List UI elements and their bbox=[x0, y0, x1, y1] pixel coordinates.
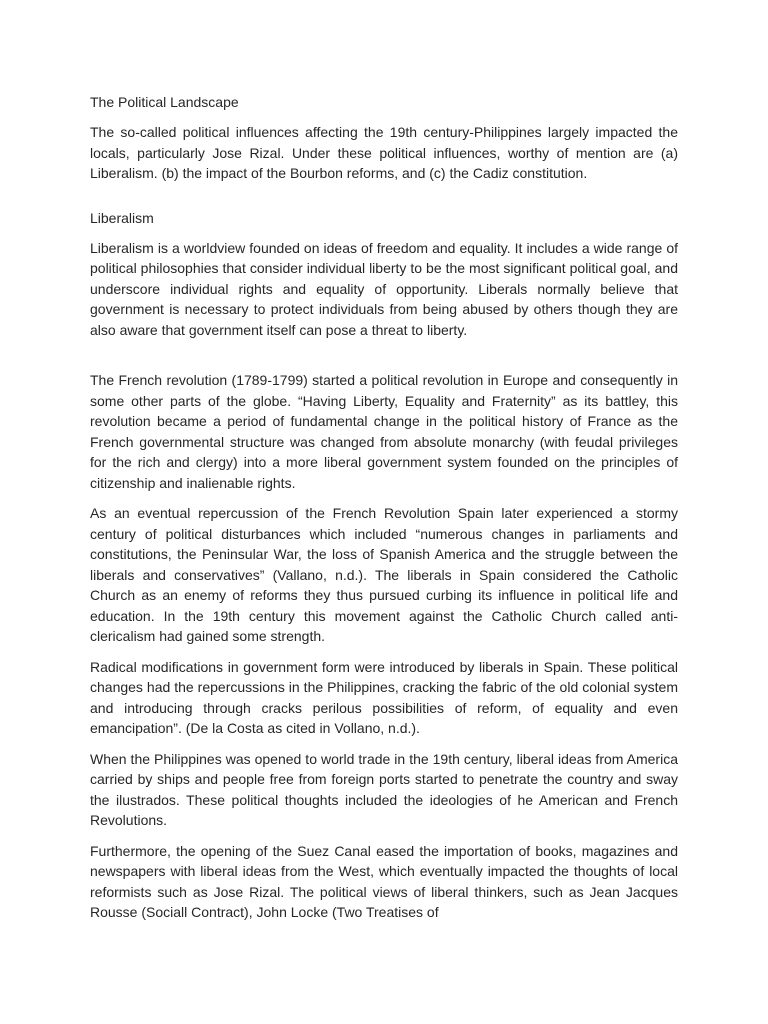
paragraph-world-trade: When the Philippines was opened to world trade in the 19th century, liberal ideas from America carried by ships and people free from foreign ports started to penetrate the country and sway the ilustrados. These political thoughts included the ideologies of he American and French Revolutions. bbox=[90, 750, 678, 828]
paragraph-political-influences: The so-called political influences affecting the 19th century-Philippines largely impacted the locals, particularly Jose Rizal. Under these political influences, worthy of mention are (a) Liberalism. (b) the impact of the Bourbon reforms, and (c) the Cadiz constitution. bbox=[90, 124, 678, 181]
document-page bbox=[90, 92, 678, 933]
paragraph-liberalism-definition: Liberalism is a worldview founded on ideas of freedom and equality. It includes a wide range of political philosophies that consider individual liberty to be the most significant political goal, and underscore individual rights and equality of opportunity. Liberals normally believe that government is necessary to protect individuals from being abused by others though they are also aware that government itself can pose a threat to liberty. bbox=[90, 239, 678, 338]
paragraph-french-revolution: The French revolution (1789-1799) started a political revolution in Europe and consequently in some other parts of the globe. “Having Liberty, Equality and Fraternity” as its battley, this revolution became a period of fundamental change in the political history of France as the French governmental structure was changed from absolute monarchy (with feudal privileges for the rich and clergy) into a more liberal government system founded on the principles of citizenship and inalienable rights. bbox=[90, 372, 678, 491]
paragraph-spain-repercussion: As an eventual repercussion of the French Revolution Spain later experienced a stormy century of political disturbances which included “numerous changes in parliaments and constitutions, the Peninsular War, the loss of Spanish America and the struggle between the liberals and conservatives” (Vallano, n.d.). The liberals in Spain considered the Catholic Church as an enemy of reforms they thus pursued curbing its influence in political life and education. In the 19th century this movement against the Catholic Church called anti-clericalism had gained some strength. bbox=[90, 505, 678, 644]
paragraph-suez-canal: Furthermore, the opening of the Suez Canal eased the importation of books, magazines and newspapers with liberal ideas from the West, which eventually impacted the thoughts of local reformists such as Jose Rizal. The political views of liberal thinkers, such as Jean Jacques Rousse (Sociall Contract), John Locke (Two Treatises of bbox=[90, 842, 678, 920]
section-heading-political-landscape: The Political Landscape bbox=[90, 94, 239, 110]
paragraph-radical-modifications: Radical modifications in government form were introduced by liberals in Spain. These political changes had the repercussions in the Philippines, cracking the fabric of the old colonial system and introducing through cracks perilous possibilities of reform, of equality and even emancipation”. (De la Costa as cited in Vollano, n.d.). bbox=[90, 658, 678, 736]
section-heading-liberalism: Liberalism bbox=[90, 209, 154, 226]
